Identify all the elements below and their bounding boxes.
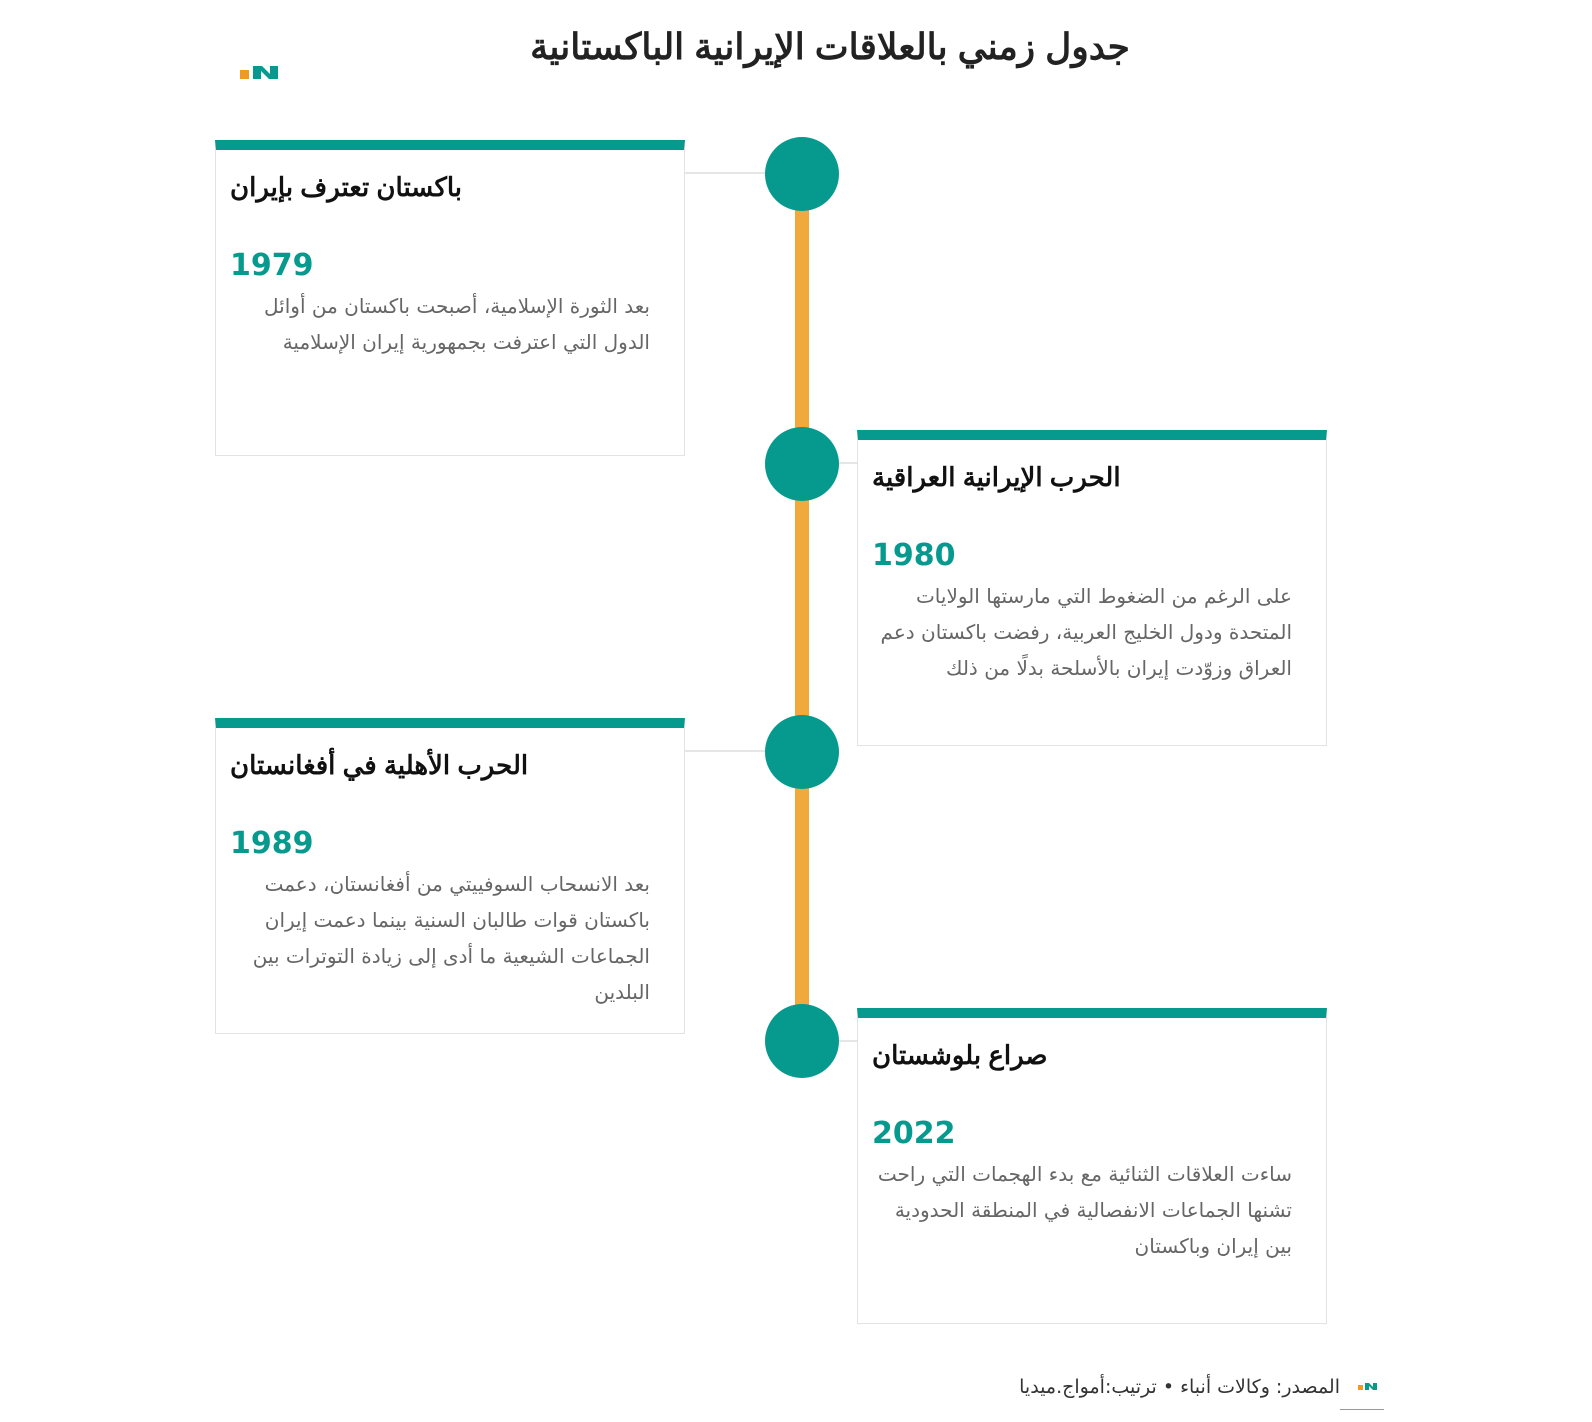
event-title: الحرب الأهلية في أفغانستان	[230, 750, 529, 780]
timeline-node-2022	[765, 1004, 839, 1078]
event-card-1979	[215, 140, 685, 456]
event-title: الحرب الإيرانية العراقية	[872, 462, 1121, 492]
page-title: جدول زمني بالعلاقات الإيرانية الباكستانية	[530, 26, 1130, 67]
event-description: على الرغم من الضغوط التي مارستها الولايات المتحدة ودول الخليج العربية، رفضت باكستان دعم العراق وزوّدت إيران بالأسلحة بدلًا من ذلك	[880, 584, 1292, 680]
event-card-2022	[857, 1008, 1327, 1324]
logo-icon	[240, 60, 282, 82]
source-credit: المصدر: وكالات أنباء • ترتيب:أمواج.ميديا	[1019, 1376, 1340, 1398]
event-year: 2022	[872, 1116, 956, 1151]
event-description: بعد الثورة الإسلامية، أصبحت باكستان من أوائل الدول التي اعترفت بجمهورية إيران الإسلامية	[264, 294, 650, 354]
event-year: 1989	[230, 826, 314, 861]
timeline-node-1989	[765, 715, 839, 789]
event-card-1980	[857, 430, 1327, 746]
event-title: صراع بلوشستان	[872, 1040, 1048, 1070]
footer-divider	[1340, 1409, 1384, 1410]
connector-1	[676, 172, 776, 174]
event-description: بعد الانسحاب السوفييتي من أفغانستان، دعمت باكستان قوات طالبان السنية بينما دعمت إيران الجماعات الشيعية ما أدى إلى زيادة التوترات بين البلدين	[252, 872, 650, 1004]
brand-mark-icon	[1358, 1380, 1380, 1392]
event-description: ساءت العلاقات الثنائية مع بدء الهجمات التي راحت تشنها الجماعات الانفصالية في المنطقة الحدودية بين إيران وباكستان	[877, 1162, 1292, 1258]
event-title: باكستان تعترف بإيران	[230, 172, 463, 202]
timeline-spine	[795, 175, 809, 1055]
event-year: 1980	[872, 538, 956, 573]
event-year: 1979	[230, 248, 314, 283]
event-card-1989	[215, 718, 685, 1034]
timeline-node-1980	[765, 427, 839, 501]
timeline-node-1979	[765, 137, 839, 211]
connector-3	[676, 750, 776, 752]
